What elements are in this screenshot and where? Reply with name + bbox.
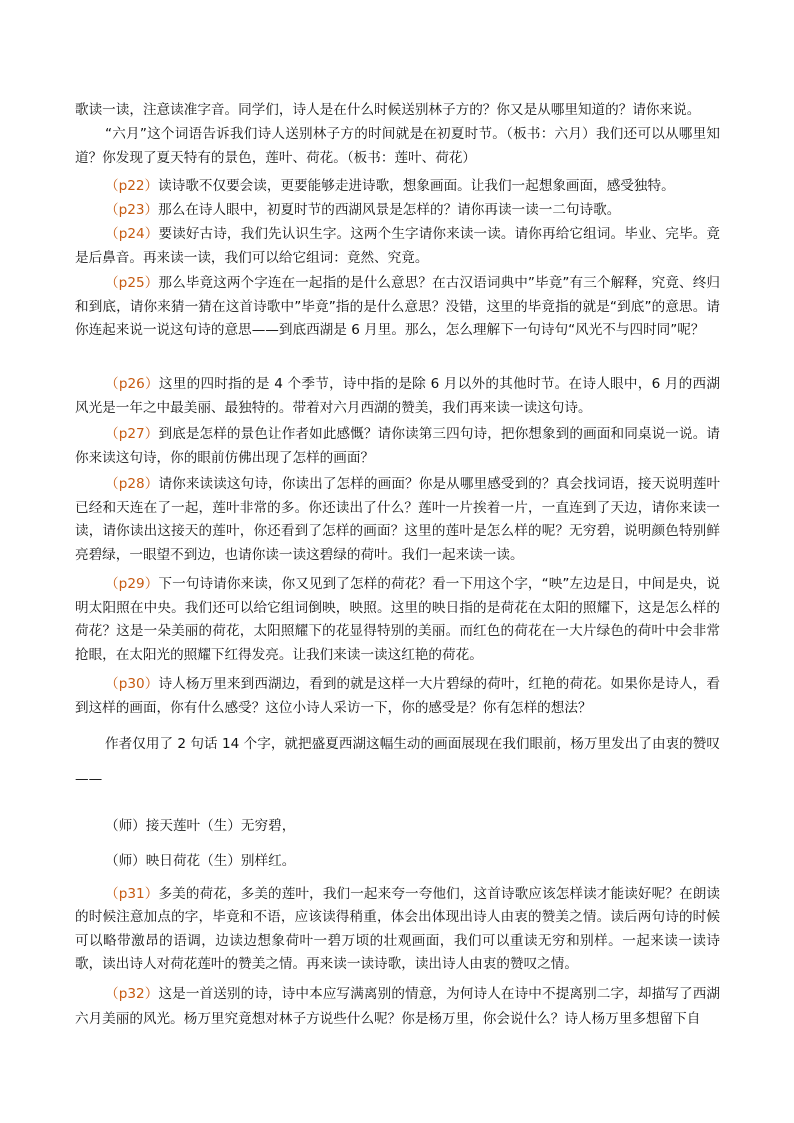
paragraph-intro: 歌读一读，注意读准字音。同学们，诗人是在什么时候送别林子方的？你又是从哪里知道的？请你来说。 [75, 102, 701, 118]
paragraph-p31: （p31）多美的荷花，多美的莲叶，我们一起来夸一夸他们，这首诗歌应该怎样读才能读好呢？在朗读的时候注意加点的字，毕竟和不语，应该读得稍重，体会出体现出诗人由衷的赞美之情。读后两句诗的时候可以略带激昂的语调，边读边想象荷叶一碧万顷的壮观画面，我们可以重读无穷和别样。一起来读一读诗歌，读出诗人对荷花莲叶的赞美之情。再来读一读诗歌，读出诗人由衷的赞叹之情。 [75, 886, 720, 973]
page-ref-tag: （p22） [105, 178, 159, 194]
page-ref-tag: （p27） [105, 426, 159, 442]
paragraph-summary: 作者仅用了 2 句话 14 个字，就把盛夏西湖这幅生动的画面展现在我们眼前，杨万里发出了由衷的赞叹—— [75, 736, 720, 787]
page-ref-tag: （p28） [105, 476, 159, 492]
page-ref-tag: （p26） [105, 376, 159, 392]
paragraph-p22: （p22）读诗歌不仅要会读，更要能够走进诗歌，想象画面。让我们一起想象画面，感受独特。 [105, 178, 675, 194]
page-ref-tag: （p23） [105, 202, 159, 218]
paragraph-p25: （p25）那么毕竟这两个字连在一起指的是什么意思？在古汉语词典中”毕竟”有三个解释，究竟、终归和到底，请你来猜一猜在这首诗歌中”毕竟”指的是什么意思？没错，这里的毕竟指的就是“到底”的意思。请你连起来说一说这句诗的意思——到底西湖是 6 月里。那么，怎么理解下一句诗句“风光不与四时同”呢？ [75, 275, 720, 339]
page-ref-tag: （p32） [105, 986, 159, 1002]
page-ref-tag: （p29） [105, 576, 159, 592]
paragraph-june: “六月”这个词语告诉我们诗人送别林子方的时间就是在初夏时节。（板书：六月）我们还可以从哪里知道？你发现了夏天特有的景色，莲叶、荷花。（板书：莲叶、荷花） [75, 126, 720, 166]
paragraph-p23: （p23）那么在诗人眼中，初夏时节的西湖风景是怎样的？请你再读一读一二句诗歌。 [105, 202, 621, 218]
paragraph-p27: （p27）到底是怎样的景色让作者如此感慨？请你读第三四句诗，把你想象到的画面和同桌说一说。请你来读这句诗，你的眼前仿佛出现了怎样的画面？ [75, 426, 720, 466]
paragraph-p24: （p24）要读好古诗，我们先认识生字。这两个生字请你来读一读。请你再给它组词。毕业、完毕。竟是后鼻音。再来读一读，我们可以给它组词：竟然、究竟。 [75, 226, 720, 266]
page-ref-tag: （p25） [105, 275, 159, 291]
page-ref-tag: （p24） [105, 226, 159, 242]
paragraph-p28: （p28）请你来读读这句诗，你读出了怎样的画面？你是从哪里感受到的？真会找词语，接天说明莲叶已经和天连在了一起，莲叶非常的多。你还读出了什么？莲叶一片挨着一片，一直连到了天边，请你来读一读，请你读出这接天的莲叶，你还看到了怎样的画面？这里的莲叶是怎么样的呢？无穷碧，说明颜色特别鲜亮碧绿，一眼望不到边，也请你读一读这碧绿的荷叶。我们一起来读一读。 [75, 476, 720, 563]
poem-line-2: （师）映日荷花（生）别样红。 [105, 853, 296, 869]
paragraph-p29: （p29）下一句诗请你来读，你又见到了怎样的荷花？看一下用这个字，“映”左边是日，中间是央，说明太阳照在中央。我们还可以给它组词倒映，映照。这里的映日指的是荷花在太阳的照耀下，这是怎么样的荷花？这是一朵美丽的荷花，太阳照耀下的花显得特别的美丽。而红色的荷花在一大片绿色的荷叶中会非常抢眼，在太阳光的照耀下红得发亮。让我们来读一读这红艳的荷花。 [75, 576, 720, 663]
paragraph-p26: （p26）这里的四时指的是 4 个季节，诗中指的是除 6 月以外的其他时节。在诗人眼中，6 月的西湖风光是一年之中最美丽、最独特的。带着对六月西湖的赞美，我们再来读一读这句诗。 [75, 376, 720, 416]
poem-line-1: （师）接天莲叶（生）无穷碧， [105, 818, 296, 834]
page-ref-tag: （p31） [105, 886, 159, 902]
page-ref-tag: （p30） [105, 676, 159, 692]
paragraph-p30: （p30）诗人杨万里来到西湖边，看到的就是这样一大片碧绿的荷叶，红艳的荷花。如果你是诗人，看到这样的画面，你有什么感受？这位小诗人采访一下，你的感受是？你有怎样的想法？ [75, 676, 720, 716]
paragraph-p32: （p32）这是一首送别的诗，诗中本应写满离别的情意，为何诗人在诗中不提离别二字，却描写了西湖六月美丽的风光。杨万里究竟想对林子方说些什么呢？你是杨万里，你会说什么？诗人杨万里多想留下自 [75, 986, 720, 1027]
